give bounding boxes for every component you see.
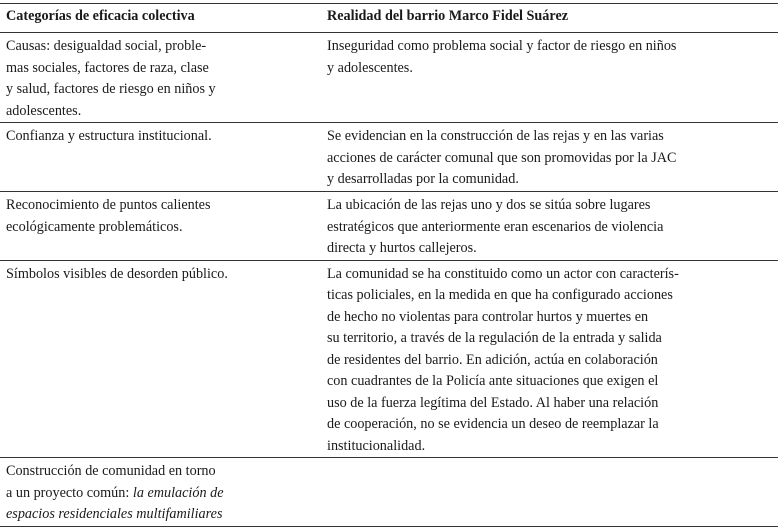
cell-line: directa y hurtos callejeros. — [327, 240, 477, 256]
cell-line: Reconocimiento de puntos calientes — [6, 197, 211, 213]
table-row — [0, 123, 778, 192]
cell-line: Confianza y estructura institucional. — [6, 128, 212, 144]
cell-line: su territorio, a través de la regulación de la entrada y salida — [327, 330, 662, 346]
table-header-row — [0, 4, 778, 33]
category-cell — [0, 33, 319, 123]
reality-cell-empty — [319, 458, 778, 527]
cell-line: ecológicamente problemáticos. — [6, 218, 183, 235]
category-cell — [0, 192, 319, 261]
table-row — [0, 260, 778, 458]
cell-line: Inseguridad como problema social y factor de riesgo en niños — [327, 38, 677, 54]
header-categorias: Categorías de eficacia colectiva — [6, 8, 195, 24]
cell-line: con cuadrantes de la Policía ante situaciones que exigen el — [327, 373, 659, 389]
cell-italic-text: la emulación de — [132, 484, 224, 501]
cell-line: y salud, factores de riesgo en niños y — [6, 81, 216, 97]
cell-italic-line: espacios residenciales multifamiliares — [6, 506, 223, 522]
cell-line: La comunidad se ha constituido como un actor con caracterís- — [327, 265, 679, 282]
cell-line: ticas policiales, en la medida en que ha configurado acciones — [327, 287, 673, 303]
category-cell — [0, 123, 319, 192]
cell-line: de hecho no violentas para controlar hurtos y muertes en — [327, 308, 649, 325]
cell-line: institucionalidad. — [327, 437, 426, 454]
category-cell — [0, 458, 319, 527]
reality-cell — [319, 192, 778, 261]
cell-line: uso de la fuerza legítima del Estado. Al haber una relación — [327, 394, 659, 411]
cell-line: Símbolos visibles de desorden público. — [6, 265, 228, 282]
category-cell — [0, 260, 319, 458]
reality-cell — [319, 33, 778, 123]
cell-line: y desarrolladas por la comunidad. — [327, 171, 519, 187]
cell-line — [6, 483, 311, 505]
cell-line: de residentes del barrio. En adición, actúa en colaboración — [327, 351, 658, 368]
eficacia-colectiva-table — [0, 3, 778, 527]
table-row — [0, 192, 778, 261]
cell-line: Causas: desigualdad social, proble- — [6, 38, 207, 54]
reality-cell — [319, 260, 778, 458]
cell-line: y adolescentes. — [327, 59, 413, 76]
header-realidad: Realidad del barrio Marco Fidel Suárez — [327, 8, 569, 24]
cell-line: estratégicos que anteriormente eran escenarios de violencia — [327, 218, 664, 235]
cell-line: adolescentes. — [6, 102, 82, 119]
reality-cell — [319, 123, 778, 192]
cell-line: mas sociales, factores de raza, clase — [6, 59, 209, 76]
cell-line: Construcción de comunidad en torno — [6, 463, 216, 479]
cell-line: acciones de carácter comunal que son promovidas por la JAC — [327, 149, 677, 166]
cell-line: La ubicación de las rejas uno y dos se sitúa sobre lugares — [327, 197, 651, 213]
table-row — [0, 33, 778, 123]
cell-line: Se evidencian en la construcción de las rejas y en las varias — [327, 128, 664, 144]
cell-line: de cooperación, no se evidencia un deseo de reemplazar la — [327, 416, 659, 432]
table-row — [0, 458, 778, 527]
cell-text: a un proyecto común: — [6, 484, 133, 501]
